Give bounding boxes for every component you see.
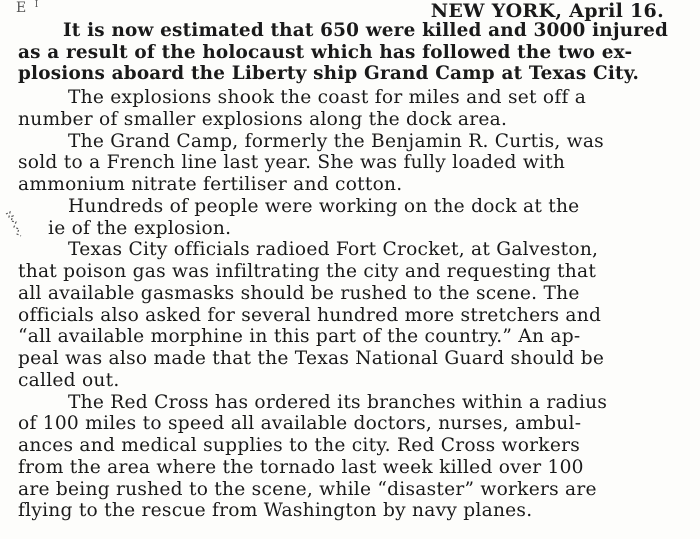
body-line: flying to the rescue from Washington by navy planes. — [18, 500, 533, 522]
body-line: ances and medical supplies to the city. Red Cross workers — [18, 435, 581, 456]
body-line: of 100 miles to speed all available doctors, nurses, ambul- — [18, 413, 582, 435]
body-line: “all available morphine in this part of the country.” An ap- — [18, 326, 581, 348]
body-line: The explosions shook the coast for miles and set off a — [68, 87, 587, 108]
corner-mark-small: I — [34, 0, 41, 10]
body-line: The Grand Camp, formerly the Benjamin R. Curtis, was — [68, 130, 604, 152]
dateline: NEW YORK, April 16. — [430, 0, 664, 22]
corner-mark — [16, 0, 40, 16]
article-body — [18, 87, 688, 522]
body-line: sold to a French line last year. She was fully loaded with — [18, 152, 566, 174]
body-line: are being rushed to the scene, while “disaster” workers are — [18, 478, 597, 500]
body-line: Texas City officials radioed Fort Crocket, at Galveston, — [68, 239, 599, 261]
lead-line: It is now estimated that 650 were killed and 3000 injured — [63, 20, 669, 41]
corner-mark-letter: E — [16, 0, 29, 16]
body-line: officials also asked for several hundred more stretchers and — [18, 304, 602, 326]
body-line: ammonium nitrate fertiliser and cotton. — [18, 174, 403, 195]
body-line: The Red Cross has ordered its branches within a radius — [68, 391, 608, 413]
body-line: Hundreds of people were working on the dock at the — [68, 195, 580, 217]
body-line: ie of the explosion. — [48, 217, 232, 239]
body-line: peal was also made that the Texas National Guard should be — [18, 348, 605, 369]
body-line: number of smaller explosions along the dock area. — [18, 108, 508, 130]
body-line: that poison gas was infiltrating the city and requesting that — [18, 261, 597, 282]
torn-paper-mark — [4, 210, 38, 240]
lead-line: as a result of the holocaust which has followed the two ex- — [18, 41, 633, 63]
lead-line: plosions aboard the Liberty ship Grand Camp at Texas City. — [18, 63, 640, 85]
body-line: from the area where the tornado last week killed over 100 — [18, 456, 584, 478]
body-line: all available gasmasks should be rushed to the scene. The — [18, 282, 580, 304]
lead-paragraph — [18, 20, 688, 85]
body-line: called out. — [18, 369, 120, 391]
